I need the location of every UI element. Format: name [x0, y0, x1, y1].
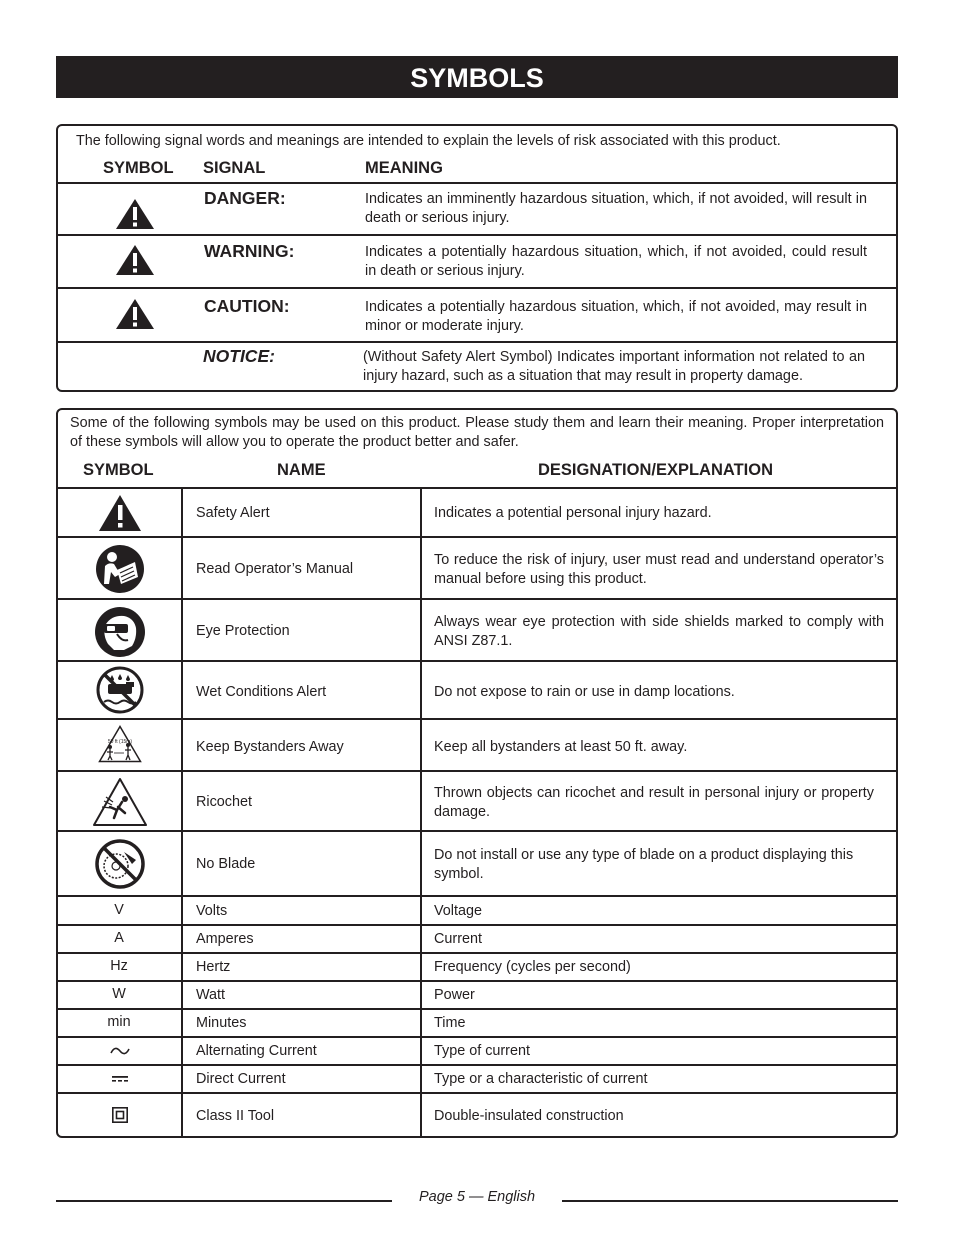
- divider: [58, 980, 896, 982]
- symbol-cell: W: [112, 986, 126, 1002]
- designation-cell: Do not install or use any type of blade on a product displaying this symbol.: [434, 847, 854, 882]
- divider: [181, 487, 183, 1136]
- divider: [58, 1064, 896, 1066]
- divider: [58, 952, 896, 954]
- footer-rule-left: [56, 1200, 392, 1202]
- designation-cell: Keep all bystanders at least 50 ft. away.: [434, 739, 688, 755]
- signal-danger: DANGER:: [204, 188, 286, 208]
- divider: [420, 487, 422, 1136]
- designation-cell: Always wear eye protection with side shields marked to comply with ANSI Z87.1.: [434, 614, 884, 649]
- signal-header-symbol: SYMBOL: [103, 159, 174, 177]
- designation-cell: Time: [434, 1015, 466, 1031]
- designation-cell: Type or a characteristic of current: [434, 1071, 648, 1087]
- divider: [58, 660, 896, 662]
- designation-cell: Power: [434, 987, 475, 1003]
- name-cell: Minutes: [196, 1015, 247, 1031]
- designation-cell: Thrown objects can ricochet and result in personal injury or property damage.: [434, 785, 874, 820]
- signal-caution: CAUTION:: [204, 296, 290, 316]
- wet-conditions-icon: [96, 666, 144, 714]
- warning-triangle-icon: [115, 244, 155, 276]
- meaning-notice: (Without Safety Alert Symbol) Indicates important information not related to an injury hazard, such as a situation that may result in property damage.: [363, 349, 865, 384]
- symbols-header-symbol: SYMBOL: [83, 461, 154, 479]
- name-cell: Volts: [196, 903, 228, 919]
- divider: [58, 598, 896, 600]
- eye-protection-icon: [94, 606, 146, 658]
- class-ii-tool-icon: [112, 1107, 128, 1123]
- divider: [58, 1092, 896, 1094]
- direct-current-icon: [112, 1074, 128, 1084]
- name-cell: Keep Bystanders Away: [196, 739, 344, 755]
- name-cell: Wet Conditions Alert: [196, 684, 327, 700]
- meaning-danger: Indicates an imminently hazardous situation, which, if not avoided, will result in death or serious injury.: [365, 191, 867, 226]
- divider: [58, 895, 896, 897]
- divider: [58, 182, 896, 184]
- designation-cell: Current: [434, 931, 482, 947]
- divider: [58, 924, 896, 926]
- name-cell: Eye Protection: [196, 623, 290, 639]
- designation-cell: Type of current: [434, 1043, 530, 1059]
- meaning-warning: Indicates a potentially hazardous situation, which, if not avoided, could result in death or serious injury.: [365, 244, 867, 279]
- footer-rule-right: [562, 1200, 898, 1202]
- divider: [58, 341, 896, 343]
- alternating-current-icon: [109, 1044, 131, 1058]
- divider: [58, 830, 896, 832]
- no-blade-icon: [94, 838, 146, 890]
- symbols-intro: Some of the following symbols may be used on this product. Please study them and learn their meaning. Proper interpretation of these symbols will allow you to operate the product better and safer.: [70, 415, 884, 450]
- meaning-caution: Indicates a potentially hazardous situation, which, if not avoided, may result in minor or moderate injury.: [365, 299, 867, 334]
- divider: [58, 487, 896, 489]
- signal-words-box: [56, 124, 898, 392]
- signal-header-meaning: MEANING: [365, 159, 443, 177]
- symbol-cell: Hz: [110, 958, 128, 974]
- name-cell: Direct Current: [196, 1071, 286, 1087]
- page-title: SYMBOLS: [56, 56, 898, 98]
- name-cell: Hertz: [196, 959, 231, 975]
- divider: [58, 287, 896, 289]
- ricochet-icon: [92, 777, 148, 827]
- signal-warning: WARNING:: [204, 241, 295, 261]
- bystander-distance-label: 50 ft (15m): [107, 739, 133, 745]
- name-cell: Amperes: [196, 931, 254, 947]
- designation-cell: Frequency (cycles per second): [434, 959, 631, 975]
- name-cell: Class II Tool: [196, 1108, 275, 1124]
- divider: [58, 718, 896, 720]
- name-cell: Safety Alert: [196, 505, 270, 521]
- name-cell: No Blade: [196, 856, 256, 872]
- designation-cell: To reduce the risk of injury, user must read and understand operator’s manual before using this product.: [434, 552, 884, 587]
- page-footer: Page 5 — English: [418, 1189, 536, 1205]
- symbol-cell: V: [114, 902, 124, 918]
- divider: [58, 234, 896, 236]
- symbols-header-name: NAME: [277, 461, 326, 479]
- warning-triangle-icon: [115, 298, 155, 330]
- read-manual-icon: [95, 544, 145, 594]
- symbols-table-box: [56, 408, 898, 1138]
- divider: [58, 1008, 896, 1010]
- divider: [58, 1036, 896, 1038]
- designation-cell: Do not expose to rain or use in damp locations.: [434, 684, 735, 700]
- keep-bystanders-away-icon: [98, 725, 142, 763]
- signal-notice: NOTICE:: [203, 346, 275, 366]
- signal-header-signal: SIGNAL: [203, 159, 266, 177]
- symbol-cell: min: [107, 1014, 131, 1030]
- warning-triangle-icon: [115, 198, 155, 230]
- symbols-header-designation: DESIGNATION/EXPLANATION: [538, 461, 773, 479]
- divider: [58, 770, 896, 772]
- name-cell: Watt: [196, 987, 226, 1003]
- designation-cell: Double-insulated construction: [434, 1108, 624, 1124]
- name-cell: Ricochet: [196, 794, 252, 810]
- designation-cell: Voltage: [434, 903, 483, 919]
- safety-alert-icon: [98, 494, 142, 532]
- symbol-cell: A: [114, 930, 124, 946]
- divider: [58, 536, 896, 538]
- designation-cell: Indicates a potential personal injury hazard.: [434, 505, 712, 521]
- signal-intro: The following signal words and meanings are intended to explain the levels of risk associated with this product.: [76, 133, 781, 149]
- name-cell: Read Operator’s Manual: [196, 561, 354, 577]
- name-cell: Alternating Current: [196, 1043, 317, 1059]
